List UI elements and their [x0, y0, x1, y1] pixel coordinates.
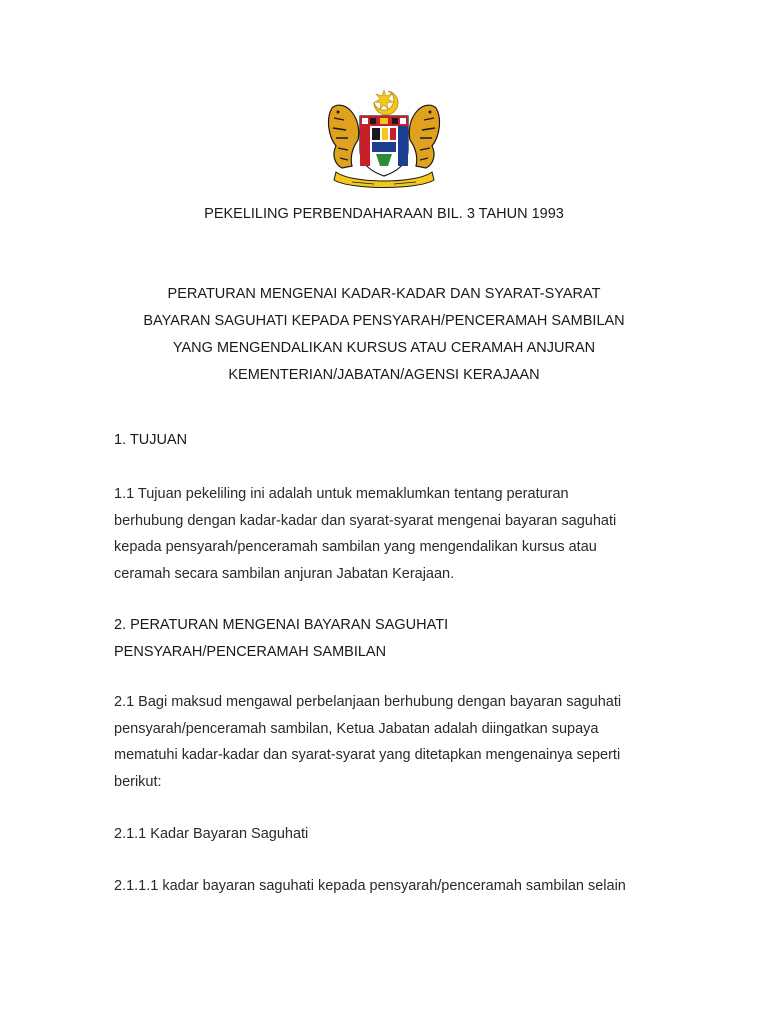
document-subject: [0, 281, 768, 389]
paragraph-line: ceramah secara sambilan anjuran Jabatan Kerajaan.: [114, 565, 455, 582]
paragraph-line: pensyarah/penceramah sambilan, Ketua Jabatan adalah diingatkan supaya: [114, 720, 599, 737]
subsection-title: 2.1.1 Kadar Bayaran Saguhati: [114, 826, 309, 842]
coat-of-arms-emblem: [322, 88, 446, 190]
paragraph-1-1: [114, 481, 674, 587]
paragraph-line: berikut:: [114, 773, 162, 790]
section-2-heading: [114, 612, 674, 666]
left-tiger-icon: [329, 105, 359, 168]
paragraph-line: berhubung dengan kadar-kadar dan syarat-syarat mengenai bayaran saguhati: [114, 512, 617, 529]
paragraph-line: kepada pensyarah/penceramah sambilan yang mengendalikan kursus atau: [114, 539, 597, 555]
subject-line: BAYARAN SAGUHATI KEPADA PENSYARAH/PENCERAMAH SAMBILAN: [143, 313, 625, 329]
subsection-2-1-1: [114, 821, 674, 848]
paragraph-line: 2.1 Bagi maksud mengawal perbelanjaan berhubung dengan bayaran saguhati: [114, 694, 622, 710]
section-1-heading: 1. TUJUAN: [114, 432, 188, 448]
subject-line: PERATURAN MENGENAI KADAR-KADAR DAN SYARAT-SYARAT: [167, 286, 601, 302]
heading-line: PENSYARAH/PENCERAMAH SAMBILAN: [114, 644, 387, 660]
paragraph-line: 2.1.1.1 kadar bayaran saguhati kepada pensyarah/penceramah sambilan selain: [114, 878, 626, 894]
paragraph-line: mematuhi kadar-kadar dan syarat-syarat yang ditetapkan mengenainya seperti: [114, 747, 621, 763]
subject-line: YANG MENGENDALIKAN KURSUS ATAU CERAMAH ANJURAN: [172, 340, 596, 356]
subsection-2-1-1-1: [114, 873, 674, 900]
heading-line: 2. PERATURAN MENGENAI BAYARAN SAGUHATI: [114, 617, 449, 633]
document-title: PEKELILING PERBENDAHARAAN BIL. 3 TAHUN 1993: [204, 206, 564, 222]
paragraph-line: 1.1 Tujuan pekeliling ini adalah untuk memaklumkan tentang peraturan: [114, 486, 569, 502]
subject-line: KEMENTERIAN/JABATAN/AGENSI KERAJAAN: [228, 367, 540, 383]
paragraph-2-1: [114, 689, 674, 795]
shield-icon: [360, 116, 408, 176]
right-tiger-icon: [409, 105, 439, 168]
